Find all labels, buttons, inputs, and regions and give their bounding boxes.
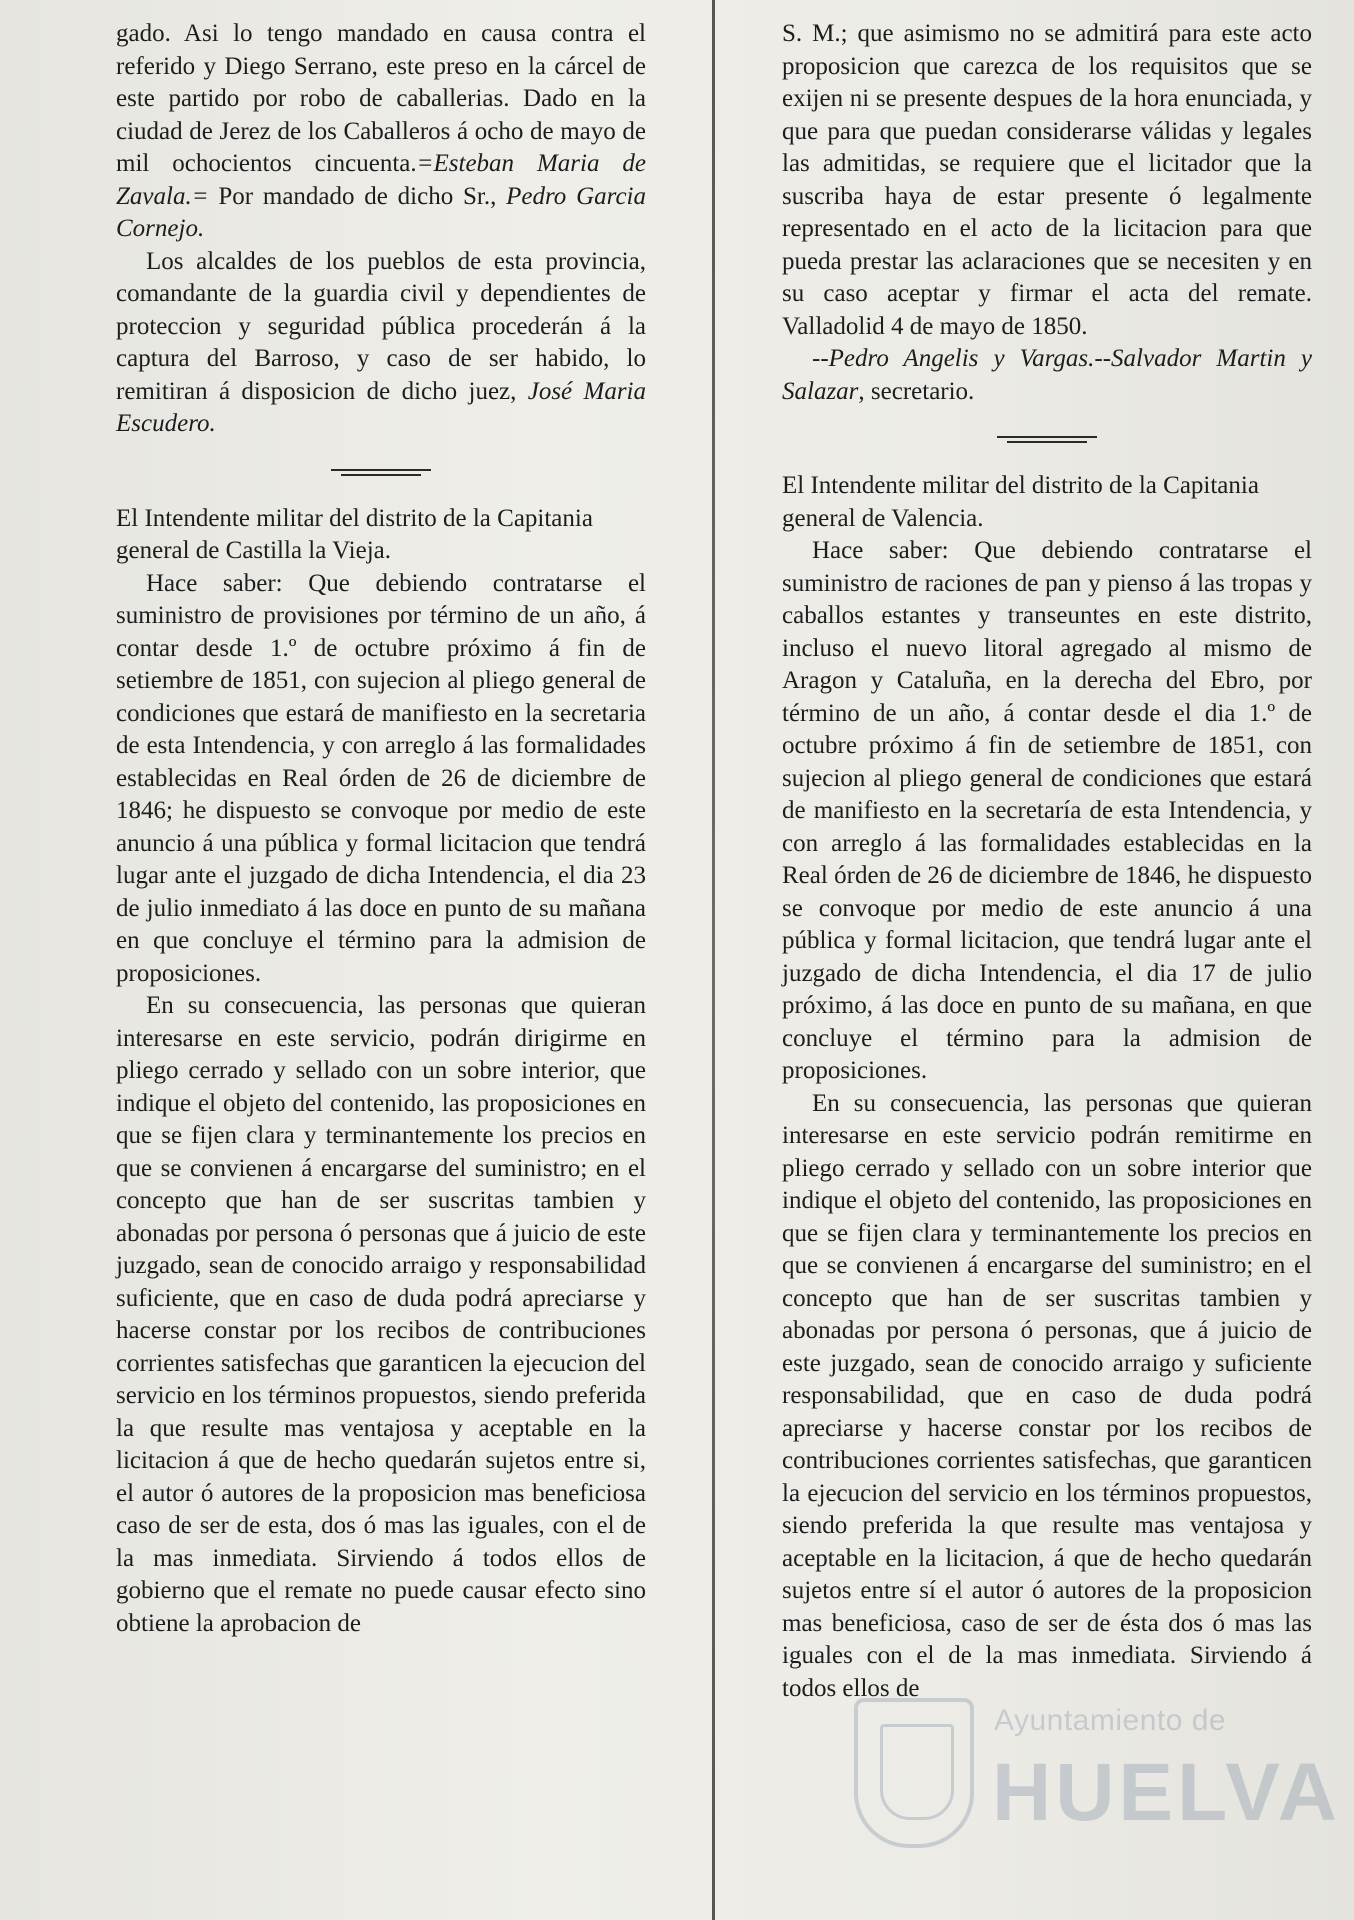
paragraph: En su consecuencia, las personas que quieran interesarse en este servicio podrán remitirme en pliego cerrado y sellado con un sobre interior que indique el objeto del contenido, las proposiciones en que se fijen clara y terminantemente los precios en que se convienen á encargarse del suministro; en el concepto que han de ser suscritas tambien y abonadas por persona ó personas, que á juicio de este juzgado, sean de conocido arraigo y suficiente responsabilidad, que en caso de duda podrá apreciarse y hacerse constar por los recibos de contribuciones corrientes satisfechas, que garanticen la ejecucion del servicio en los términos propuestos, siendo preferida la que resulte mas ventajosa y aceptable en la licitacion, á que de hecho quedarán sujetos entre sí el autor ó autores de la proposicion mas beneficiosa, caso de ser de ésta dos ó mas las iguales con el de la mas inmediata. Sirviendo á todos ellos de (782, 1089, 1312, 1702)
signature: Pedro Garcia Cornejo. (116, 182, 646, 242)
notice-heading: El Intendente militar del distrito de la Capitania general de Valencia. (782, 472, 1259, 532)
signature-line (782, 343, 1312, 408)
paragraph-text: Los alcaldes de los pueblos de esta provincia, comandante de la guardia civil y dependientes de proteccion y seguridad pública procederán á la captura del Barroso, y caso de ser habido, lo remitiran á disposicion de dicho juez, (116, 247, 646, 405)
section-divider (997, 434, 1097, 444)
paragraph-text: , secretario. (858, 377, 975, 405)
right-column (782, 18, 1312, 1705)
paragraph-text: Por mandado de dicho Sr., (208, 182, 507, 210)
watermark-line2: HUELVA (992, 1747, 1341, 1838)
signature: =Esteban Maria de Zavala.= (116, 150, 646, 210)
section-divider (331, 467, 431, 477)
left-column (116, 18, 646, 1640)
column-rule (712, 0, 715, 1920)
signature: José Maria Escudero. (116, 377, 647, 437)
notice-heading: El Intendente militar del distrito de la Capitania general de Castilla la Vieja. (116, 504, 593, 564)
watermark-line1: Ayuntamiento de (994, 1704, 1227, 1737)
archive-watermark (854, 1690, 1341, 1860)
paragraph-alcaldes (116, 246, 646, 441)
paragraph: En su consecuencia, las personas que quieran interesarse en este servicio, podrán dirigirme en pliego cerrado y sellado con un sobre interior, que indique el objeto del contenido, las proposiciones en que se fijen clara y terminantemente los precios en que se convienen á encargarse del suministro; en el concepto que han de ser suscritas tambien y abonadas por persona ó personas que á juicio de este juzgado, sean de conocido arraigo y responsabilidad suficiente, que en caso de duda podrá apreciarse y hacerse constar por los recibos de contribuciones corrientes satisfechas que garanticen la ejecucion del servicio en los términos propuestos, siendo preferida la que resulte mas ventajosa y aceptable en la licitacion á que de hecho quedarán sujetos entre si, el autor ó autores de la proposicion mas beneficiosa caso de ser de esta, dos ó mas las iguales, con el de la mas inmediata. Sirviendo á todos ellos de gobierno que el remate no puede causar efecto sino obtiene la aprobacion de (116, 992, 646, 1637)
paragraph-continuation: S. M.; que asimismo no se admitirá para este acto proposicion que carezca de los requisitos que se exijen ni se presente despues de la hora enunciada, y que para que puedan considerarse válidas y legales las admitidas, se requiere que el licitador que la suscriba haya de estar presente ó legalmente representado en el acto de la licitacion para que pueda prestar las aclaraciones que se necesiten y en su caso aceptar y firmar el acta del remate. Valladolid 4 de mayo de 1850. (782, 20, 1312, 340)
coat-of-arms-icon (854, 1698, 974, 1848)
paragraph-continuation (116, 18, 646, 246)
paragraph-text: gado. Asi lo tengo mandado en causa contra el referido y Diego Serrano, este preso en la cárcel de este partido por robo de caballerias. Dado en la ciudad de Jerez de los Caballeros á ocho de mayo de mil ochocientos cincuenta. (116, 20, 646, 177)
signature: --Pedro Angelis y Vargas.--Salvador Martin y Salazar (782, 345, 1312, 405)
paragraph: Hace saber: Que debiendo contratarse el suministro de provisiones por término de un año, á contar desde 1.º de octubre próximo á fin de setiembre de 1851, con sujecion al pliego general de condiciones que estará de manifiesto en la secretaria de esta Intendencia, y con arreglo á las formalidades establecidas en Real órden de 26 de diciembre de 1846; he dispuesto se convoque por medio de este anuncio á una pública y formal licitacion que tendrá lugar ante el juzgado de dicha Intendencia, el dia 23 de julio inmediato á las doce en punto de su mañana en que concluye el término para la admision de proposiciones. (116, 569, 646, 987)
paragraph: Hace saber: Que debiendo contratarse el suministro de raciones de pan y pienso á las tropas y caballos estantes y transeuntes en este distrito, incluso el nuevo litoral agregado al mismo de Aragon y Cataluña, en la derecha del Ebro, por término de un año, á contar desde el dia 1.º de octubre próximo á fin de setiembre de 1851, con sujecion al pliego general de condiciones que estará de manifiesto en la secretaría de esta Intendencia, y con arreglo á las formalidades establecidas en la Real órden de 26 de diciembre de 1846, he dispuesto se convoque por medio de este anuncio á una pública y formal licitacion, que tendrá lugar ante el juzgado de dicha Intendencia, el dia 17 de julio próximo, á las doce en punto de su mañana, en que concluye el término para la admision de proposiciones. (782, 537, 1312, 1084)
